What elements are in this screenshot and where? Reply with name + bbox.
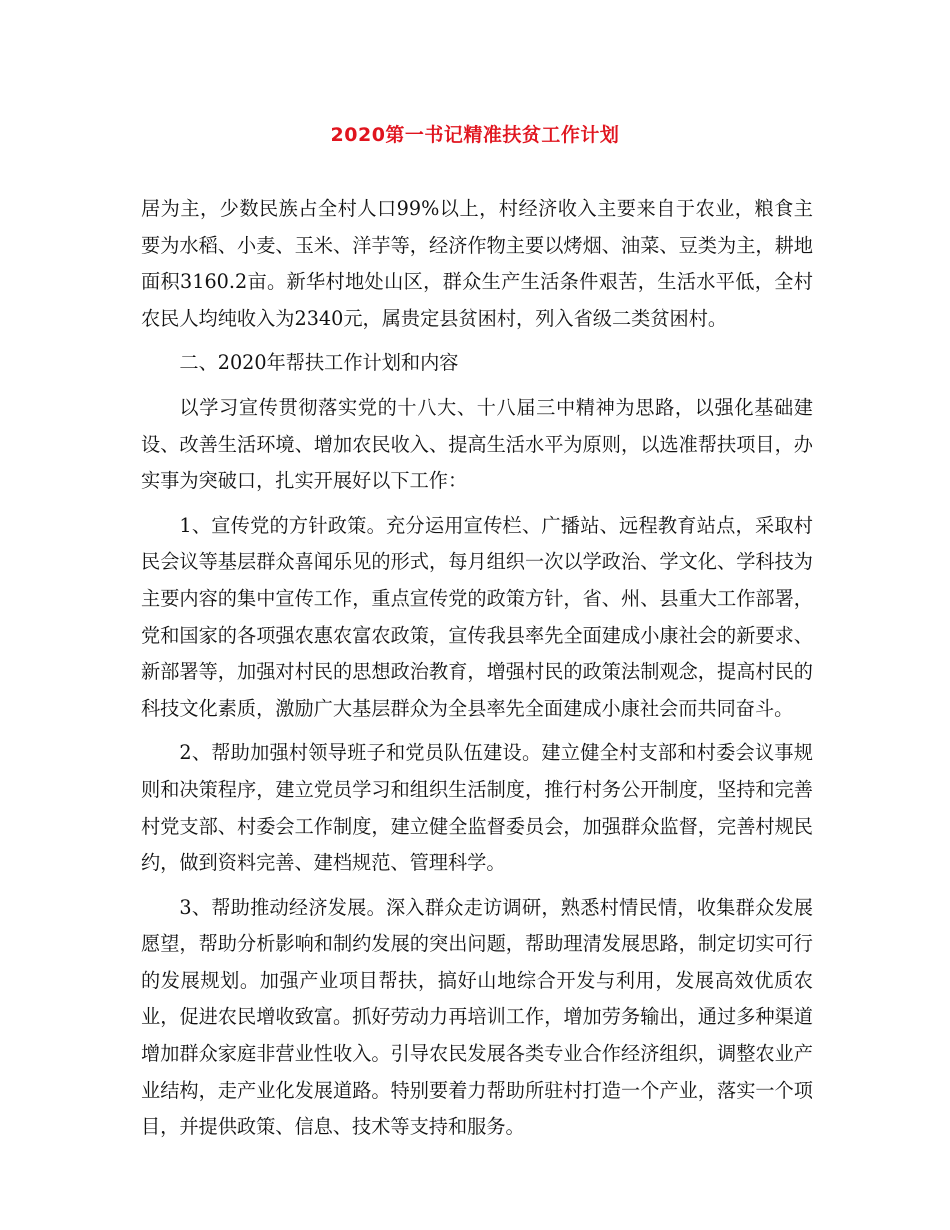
paragraph-item-1-policy-promotion: 1、宣传党的方针政策。充分运用宣传栏、广播站、远程教育站点，采取村民会议等基层群众喜闻乐见的形式，每月组织一次以学政治、学文化、学科技为主要内容的集中宣传工作，重点宣传党的政策方针，省、州、县重大工作部署，党和国家的各项强农惠农富农政策，宣传我县率先全面建成小康社会的新要求、新部署等，加强对村民的思想政治教育，增强村民的政策法制观念，提高村民的科技文化素质，激励广大基层群众为全县率先全面建成小康社会而共同奋斗。 [141, 513, 813, 720]
section-heading-plan: 二、2020年帮扶工作计划和内容 [179, 351, 459, 375]
paragraph-village-overview: 居为主，少数民族占全村人口99%以上，村经济收入主要来自于农业，粮食主要为水稻、小麦、玉米、洋芋等，经济作物主要以烤烟、油菜、豆类为主，耕地面积3160.2亩。新华村地处山区，群众生产生活条件艰苦，生活水平低，全村农民人均纯收入为2340元，属贵定县贫困村，列入省级二类贫困村。 [141, 197, 813, 330]
paragraph-item-2-party-building: 2、帮助加强村领导班子和党员队伍建设。建立健全村支部和村委会议事规则和决策程序，建立党员学习和组织生活制度，推行村务公开制度，坚持和完善村党支部、村委会工作制度，建立健全监督委员会，加强群众监督，完善村规民约，做到资料完善、建档规范、管理科学。 [141, 741, 813, 875]
document-body [141, 191, 813, 1146]
paragraph-item-3-economic-development: 3、帮助推动经济发展。深入群众走访调研，熟悉村情民情，收集群众发展愿望，帮助分析影响和制约发展的突出问题，帮助理清发展思路，制定切实可行的发展规划。加强产业项目帮扶，搞好山地综合开发与利用，发展高效优质农业，促进农民增收致富。抓好劳动力再培训工作，增加劳务输出，通过多种渠道增加群众家庭非营业性收入。引导农民发展各类专业合作经济组织，调整农业产业结构，走产业化发展道路。特别要着力帮助所驻村打造一个产业，落实一个项目，并提供政策、信息、技术等支持和服务。 [141, 895, 813, 1139]
document-title: 2020第一书记精准扶贫工作计划 [330, 124, 620, 146]
paragraph-guiding-principle: 以学习宣传贯彻落实党的十八大、十八届三中精神为思路，以强化基础建设、改善生活环境、增加农民收入、提高生活水平为原则，以选准帮扶项目，办实事为突破口，扎实开展好以下工作： [141, 395, 813, 493]
